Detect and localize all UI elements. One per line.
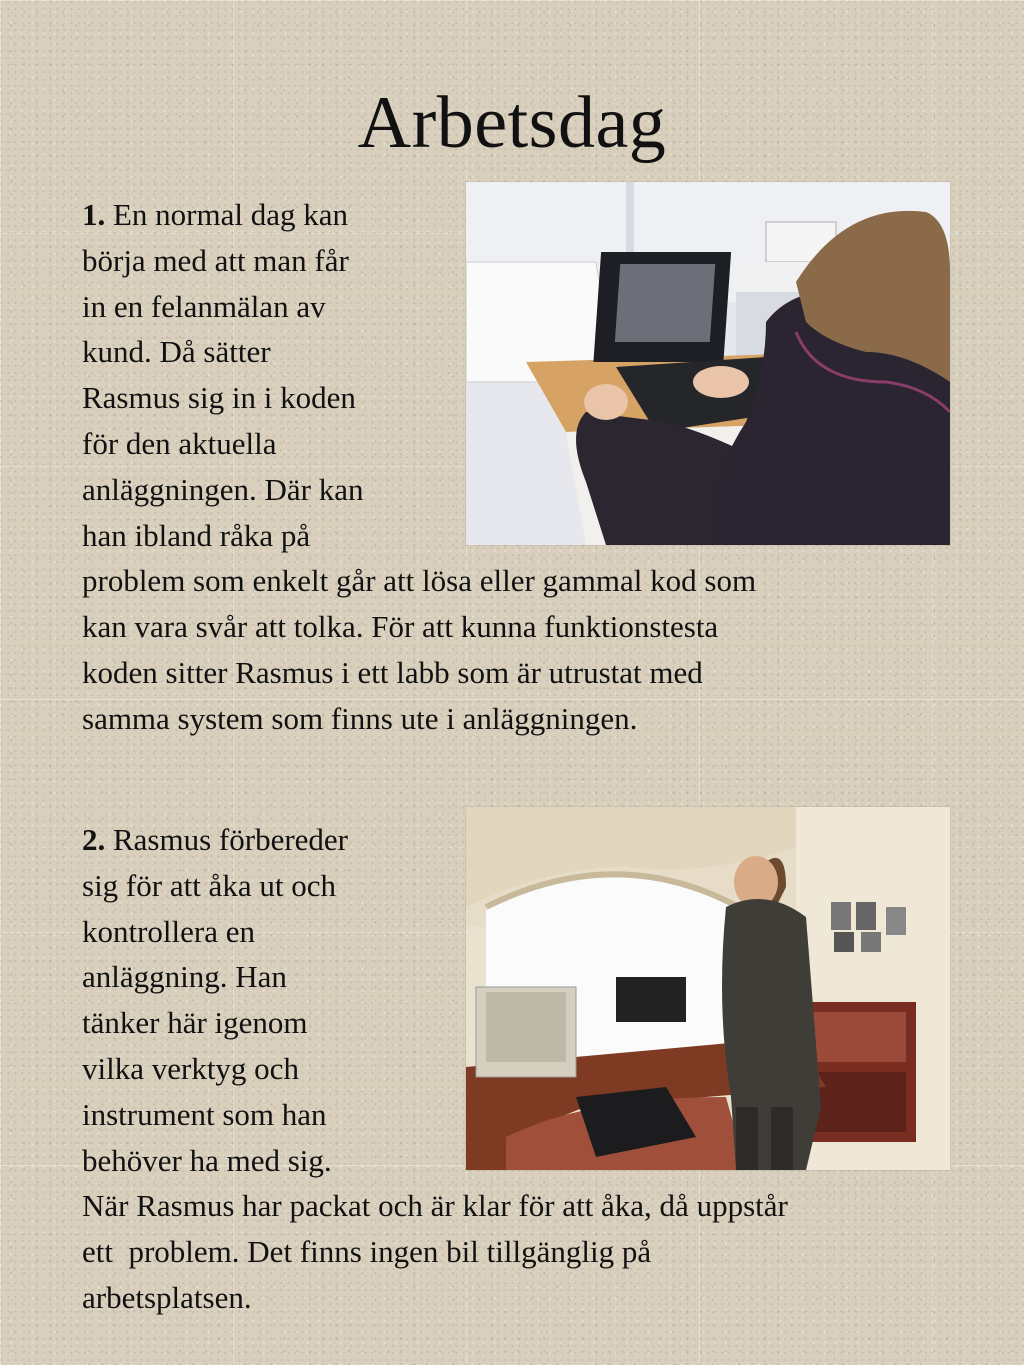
section-1-number: 1. <box>82 197 106 232</box>
section-2-line-7: behöver ha med sig. <box>82 1142 332 1178</box>
section-1-line-9: kan vara svår att tolka. För att kunna funktionstesta <box>82 609 719 645</box>
section-1-line-2: in en felanmälan av <box>82 288 326 324</box>
section-1-line-10: koden sitter Rasmus i ett labb som är utrustat med <box>82 654 703 690</box>
section-2-line-9: ett problem. Det finns ingen bil tillgänglig på <box>82 1234 652 1270</box>
section-1-line-3: kund. Då sätter <box>82 334 271 370</box>
photo-laptop-illustration <box>466 182 950 545</box>
section-2-line-4: tänker här igenom <box>82 1005 308 1041</box>
section-2-line-8: När Rasmus har packat och är klar för att åka, då uppstår <box>82 1188 788 1224</box>
section-2-line-6: instrument som han <box>82 1096 327 1132</box>
section-2-line-10: arbetsplatsen. <box>82 1279 252 1315</box>
section-1-line-11: samma system som finns ute i anläggningen. <box>82 700 638 736</box>
photo-office-illustration <box>466 807 950 1170</box>
section-2-line-5: vilka verktyg och <box>82 1050 299 1086</box>
section-1-line-1: börja med att man får <box>82 242 349 278</box>
section-2-line-1: sig för att åka ut och <box>82 867 336 903</box>
section-1-line-6: anläggningen. Där kan <box>82 471 364 507</box>
section-2-line-2: kontrollera en <box>82 913 256 949</box>
photo-office-preparation <box>466 807 950 1170</box>
section-2-line-3: anläggning. Han <box>82 959 287 995</box>
section-1-line-4: Rasmus sig in i koden <box>82 380 356 416</box>
section-1-line-0: 1. En normal dag kan <box>82 197 349 232</box>
photo-laptop-work <box>466 182 950 545</box>
page-title: Arbetsdag <box>357 82 667 164</box>
section-1-line-5: för den aktuella <box>82 425 277 461</box>
section-2-number: 2. <box>82 822 106 857</box>
section-2-line-0: 2. Rasmus förbereder <box>82 822 348 857</box>
section-1-line-8: problem som enkelt går att lösa eller gammal kod som <box>82 563 757 599</box>
section-1-line-7: han ibland råka på <box>82 517 311 553</box>
